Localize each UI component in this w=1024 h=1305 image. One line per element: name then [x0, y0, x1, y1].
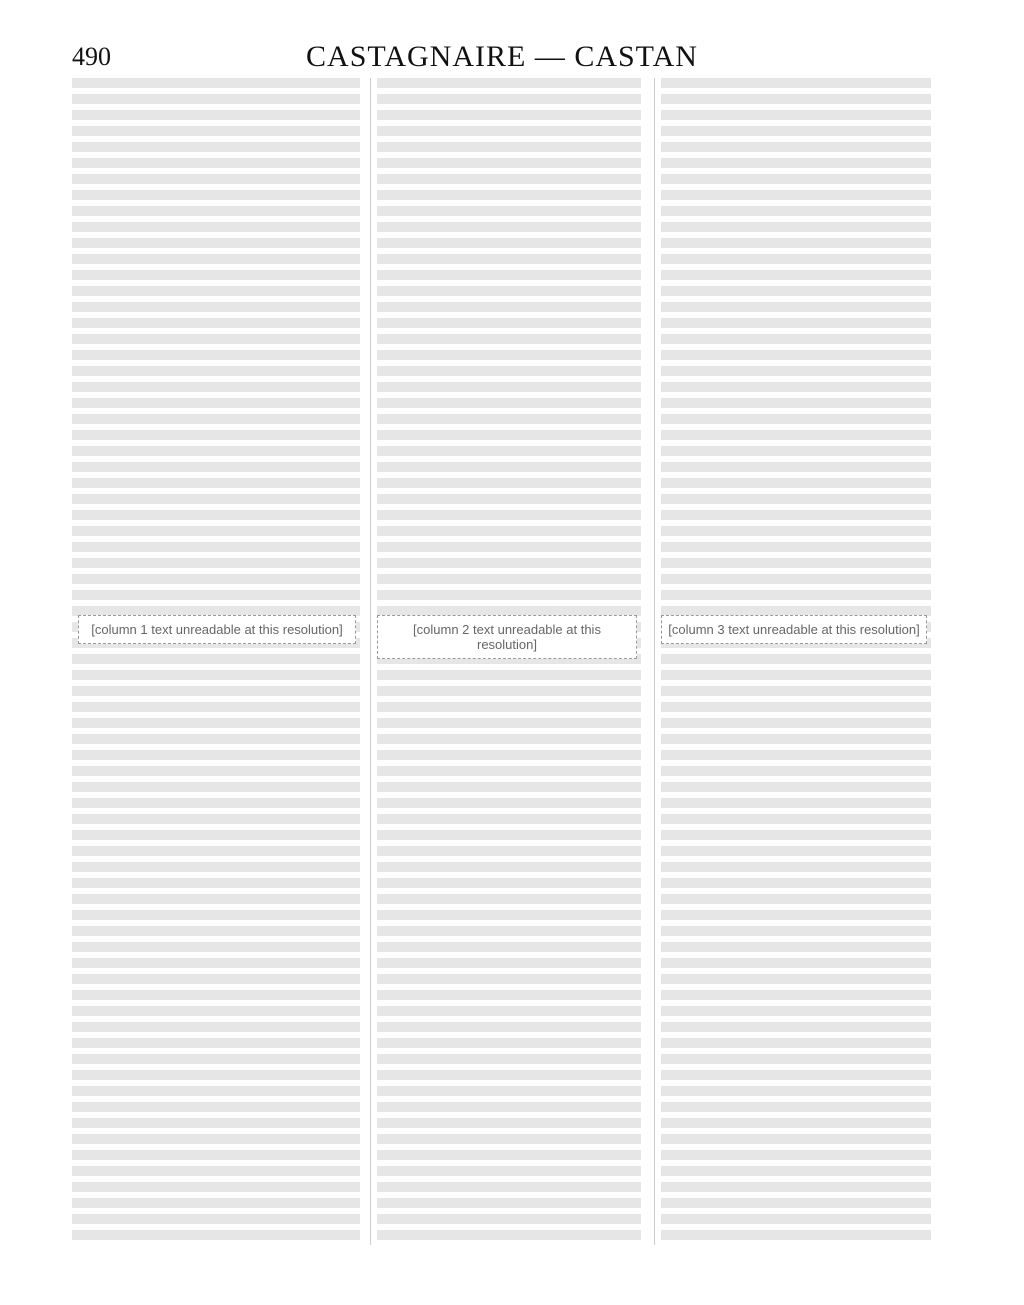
page-number: 490	[72, 42, 111, 71]
entry-column-1	[72, 78, 362, 1245]
column-2-unreadable-note: [column 2 text unreadable at this resolution]	[377, 615, 637, 659]
page-header	[72, 36, 932, 80]
column-1-unreadable-note: [column 1 text unreadable at this resolution]	[78, 615, 356, 644]
running-head: CASTAGNAIRE — CASTAN	[306, 40, 698, 73]
column-1-text-placeholder	[72, 78, 360, 1245]
column-2-text-placeholder	[377, 78, 641, 1245]
entry-column-2	[370, 78, 643, 1245]
column-3-text-placeholder	[661, 78, 931, 1245]
column-3-unreadable-note: [column 3 text unreadable at this resolution]	[661, 615, 927, 644]
entry-columns	[72, 78, 932, 1245]
entry-column-3	[654, 78, 933, 1245]
